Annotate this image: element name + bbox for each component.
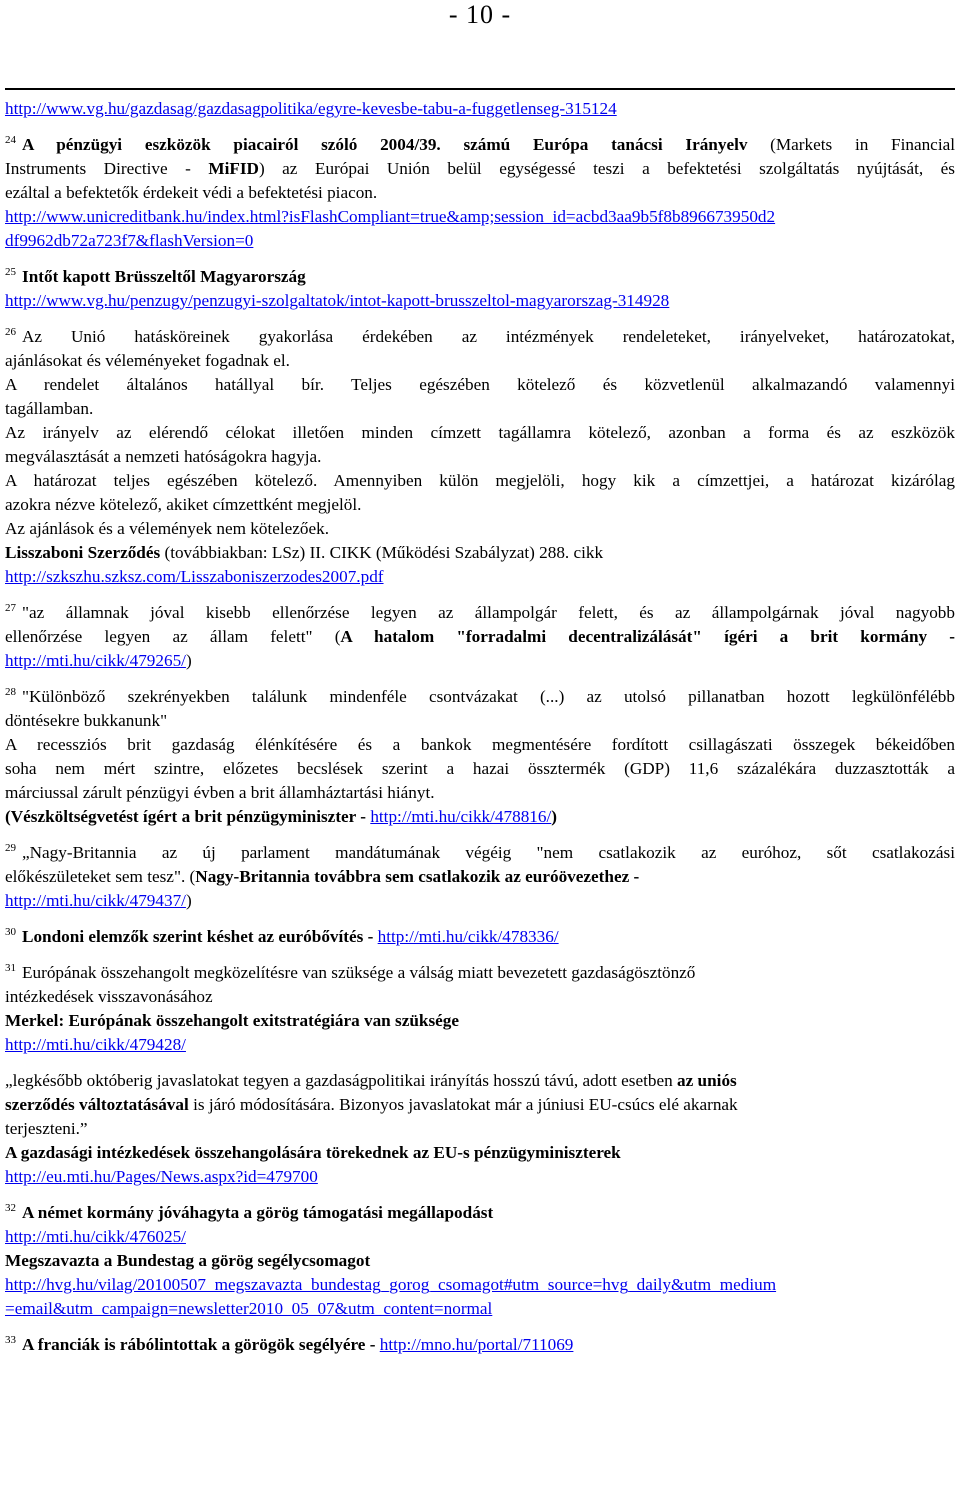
footnote-line: soha nem mért szintre, előzetes becslések szerint a hazai össztermék (GDP) 11,6 százalékára duzzasztották a	[5, 759, 955, 778]
footnote-number: 26	[5, 326, 16, 338]
footnote-title: Londoni elemzők szerint késhet az euróbővítés -	[22, 927, 378, 946]
footnote-line	[5, 289, 955, 313]
footnote-title: A német kormány jóváhagyta a görög támogatási megállapodást	[22, 1203, 494, 1222]
header-divider	[5, 88, 955, 90]
footnote-line	[5, 1273, 955, 1297]
footnote-line	[5, 1141, 955, 1165]
link-hvg[interactable]: http://hvg.hu/vilag/20100507_megszavazta_bundestag_gorog_csomagot#utm_source=hvg_daily&utm_medium	[5, 1275, 777, 1294]
footnote-title: Intőt kapott Brüsszeltől Magyarország	[22, 267, 306, 286]
footnote-27: $^{27}$ "az államnak jóval kisebb ellenőrzése legyen az állampolgár felett, és az állampolgárnak jóval nagyobb	[5, 602, 955, 622]
footnote-28: $^{28}$ "Különböző szekrényekben találunk mindenféle csontvázakat (...) az utolsó pillanatban hozott legkülönfélébb	[5, 686, 955, 706]
footnote-33	[5, 1333, 955, 1357]
footnote-line: megválasztását a nemzeti hatóságokra hagyja.	[5, 447, 322, 466]
footnote-line: ajánlásokat és véleményeket fogadnak el.	[5, 351, 290, 370]
footnote-line: ellenőrzése legyen az állam felett" (A hatalom "forradalmi decentralizálását" ígéri a brit kormány -	[5, 627, 955, 646]
footnote-line	[5, 97, 955, 121]
footnote-line: terjeszteni.”	[5, 1119, 88, 1138]
link-mno[interactable]: http://mno.hu/portal/711069	[379, 1335, 574, 1354]
footnote-line: szerződés változtatásával is járó módosítására. Bizonyos javaslatokat már a júniusi EU-csúcs elé akarnak	[5, 1095, 738, 1114]
footnote-29: $^{29}$ „Nagy-Britannia az új parlament mandátumának végéig "nem csatlakozik az euróhoz, sőt csatlakozási	[5, 842, 955, 862]
footnote-line: Az ajánlások és a vélemények nem kötelezőek.	[5, 519, 330, 538]
footnote-line	[5, 1033, 955, 1057]
footnote-line	[5, 1165, 955, 1189]
footnote-line: előkészületeket sem tesz". (Nagy-Britannia továbbra sem csatlakozik az euróövezethez -	[5, 867, 640, 886]
link-szkszhu[interactable]: http://szkszhu.szksz.com/Lisszaboniszerzodes2007.pdf	[5, 567, 384, 586]
footnote-quote: „legkésőbb októberig javaslatokat tegyen a gazdaságpolitikai irányítás hosszú távú, adott esetben az uniós	[5, 1071, 737, 1090]
footnote-number: 30	[5, 926, 16, 938]
footnote-line: tagállamban.	[5, 399, 94, 418]
footnote-24: $^{24}$ A pénzügyi eszközök piacairól szóló 2004/39. számú Európa tanácsi Irányelv (Markets in Financial	[5, 134, 955, 154]
footnote-number: 24	[5, 134, 16, 146]
link-mti-478816[interactable]: http://mti.hu/cikk/478816/	[370, 807, 552, 826]
footnote-line: http://mti.hu/cikk/479437/)	[5, 891, 192, 910]
footnote-line: Instruments Directive - MiFID) az Európai Unión belül egységessé teszi a befektetési szolgáltatás nyújtását, és	[5, 159, 955, 178]
footnote-line	[5, 1009, 955, 1033]
footnote-line: Az irányelv az elérendő célokat illetően minden címzett tagállamra kötelező, azonban a forma és az eszközök	[5, 423, 955, 442]
link-eu-mti[interactable]: http://eu.mti.hu/Pages/News.aspx?id=479700	[5, 1167, 318, 1186]
link-vg-intot[interactable]: http://www.vg.hu/penzugy/penzugyi-szolgaltatok/intot-kapott-brusszeltol-magyarorszag-314928	[5, 291, 670, 310]
footnote-number: 31	[5, 962, 16, 974]
footnote-line: Lisszaboni Szerződés (továbbiakban: LSz) II. CIKK (Működési Szabályzat) 288. cikk	[5, 543, 604, 562]
footnote-line: márciussal zárult pénzügyi évben a brit államháztartási hiányt.	[5, 783, 435, 802]
footnote-subtitle: Megszavazta a Bundestag a görög segélycsomagot	[5, 1251, 371, 1270]
footnote-line	[5, 205, 955, 229]
footnote-number: 28	[5, 686, 16, 698]
footnote-line	[5, 1249, 955, 1273]
footnote-line: ezáltal a befektetők érdekeit védi a befektetési piacon.	[5, 183, 378, 202]
footnote-number: 27	[5, 602, 16, 614]
footnote-line: (Vészköltségvetést ígért a brit pénzügyminiszter - http://mti.hu/cikk/478816/)	[5, 807, 557, 826]
footnote-30	[5, 925, 955, 949]
footnote-line	[5, 1297, 955, 1321]
link-unicredit[interactable]: http://www.unicreditbank.hu/index.html?isFlashCompliant=true&amp;session_id=acbd3aa9b5f8b896673950d2	[5, 207, 776, 226]
footnote-line: A rendelet általános hatállyal bír. Teljes egészében kötelező és közvetlenül alkalmazandó valamennyi	[5, 375, 955, 394]
footnote-line: A határozat teljes egészében kötelező. Amennyiben külön megjelöli, hogy kik a címzettjei, a határozat kizárólag	[5, 471, 955, 490]
footnote-title: A gazdasági intézkedések összehangolására törekednek az EU-s pénzügyminiszterek	[5, 1143, 621, 1162]
link-mti-476025[interactable]: http://mti.hu/cikk/476025/	[5, 1227, 186, 1246]
link-vg-tabu[interactable]: http://www.vg.hu/gazdasag/gazdasagpolitika/egyre-kevesbe-tabu-a-fuggetlenseg-315124	[5, 99, 617, 118]
link-mti-478336[interactable]: http://mti.hu/cikk/478336/	[377, 927, 559, 946]
footnote-number: 33	[5, 1334, 16, 1346]
footnote-line	[5, 565, 955, 589]
footnote-number: 25	[5, 266, 16, 278]
link-mti-479437[interactable]: http://mti.hu/cikk/479437/	[5, 891, 186, 910]
footnote-25	[5, 265, 955, 289]
footnote-26: $^{26}$ Az Unió hatásköreinek gyakorlása érdekében az intézmények rendeleteket, irányelveket, határozatokat,	[5, 326, 955, 346]
link-hvg-cont[interactable]: =email&utm_campaign=newsletter2010_05_07&utm_content=normal	[5, 1299, 493, 1318]
footnote-title: Merkel: Európának összehangolt exitstratégiára van szüksége	[5, 1011, 460, 1030]
link-unicredit-cont[interactable]: df9962db72a723f7&flashVersion=0	[5, 231, 254, 250]
link-mti-479428[interactable]: http://mti.hu/cikk/479428/	[5, 1035, 186, 1054]
footnote-number: 29	[5, 842, 16, 854]
footnote-31: $^{31}$ Európának összehangolt megközelítésre van szüksége a válság miatt bevezetett gazdaságösztönző	[5, 962, 696, 982]
footnotes-content	[5, 97, 955, 1357]
link-mti-479265[interactable]: http://mti.hu/cikk/479265/	[5, 651, 186, 670]
footnote-line: http://mti.hu/cikk/479265/)	[5, 651, 192, 670]
footnote-line: A recessziós brit gazdaság élénkítésére és a bankok megmentésére fordított csillagászati összegek békeidőben	[5, 735, 955, 754]
footnote-title: A franciák is rábólintottak a görögök segélyére -	[22, 1335, 380, 1354]
footnote-line	[5, 229, 955, 253]
footnote-32	[5, 1201, 955, 1225]
footnote-line: azokra nézve kötelező, akiket címzettként megjelöl.	[5, 495, 362, 514]
page-number: - 10 -	[448, 0, 512, 29]
footnote-line	[5, 1225, 955, 1249]
footnote-line: intézkedések visszavonásához	[5, 987, 213, 1006]
footnote-number: 32	[5, 1202, 16, 1214]
footnote-line: döntésekre bukkanunk"	[5, 711, 168, 730]
